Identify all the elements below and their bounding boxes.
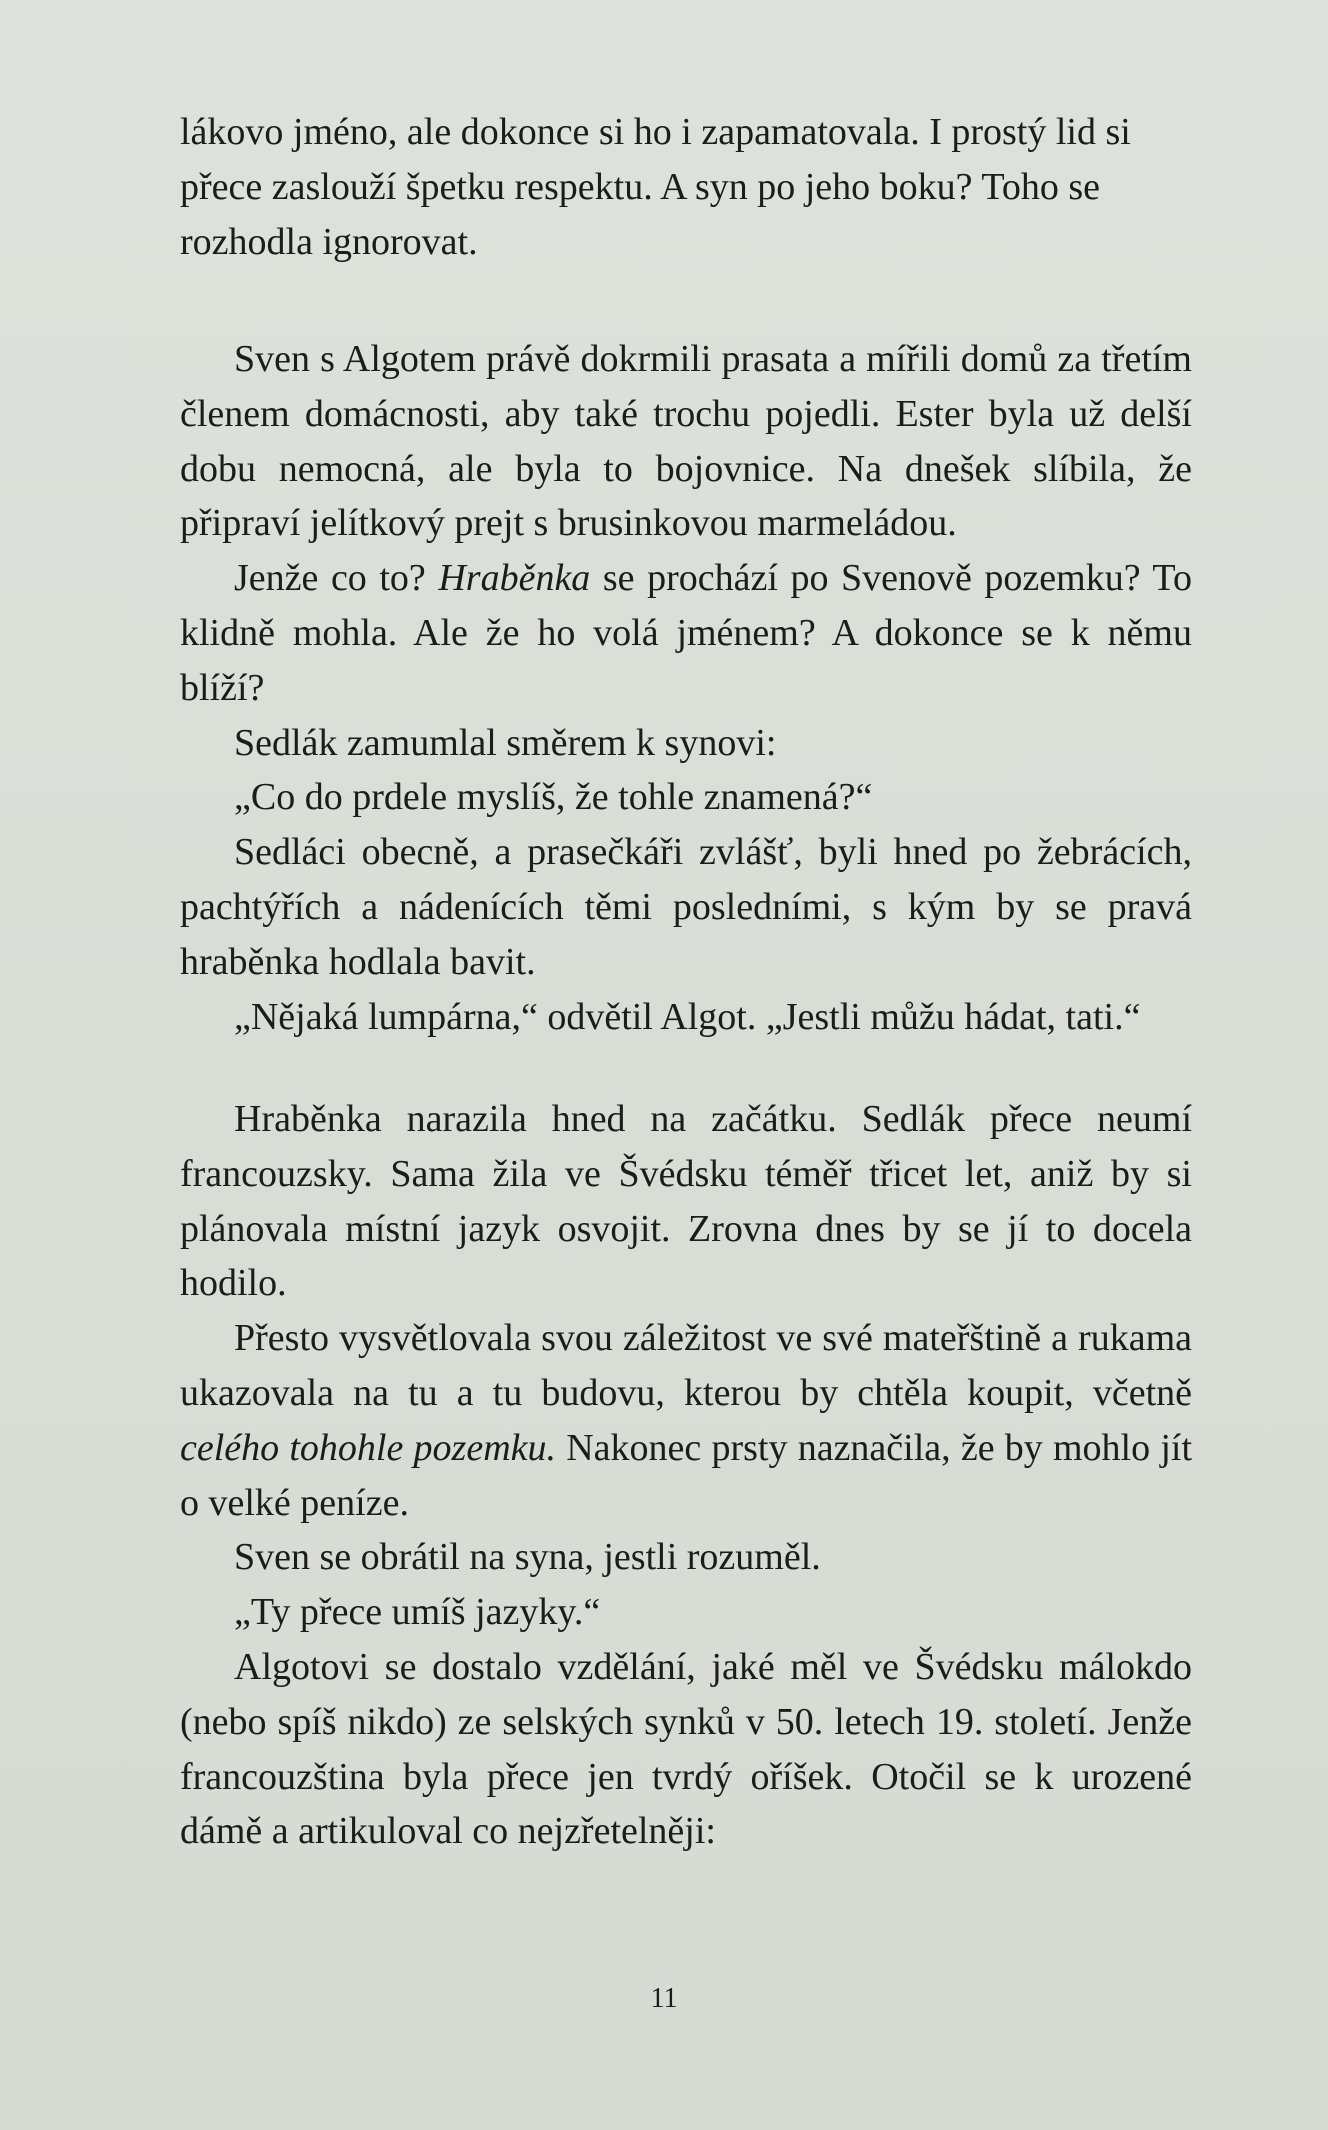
paragraph [180, 1640, 1192, 1859]
page-number: 11 [650, 1983, 678, 2014]
paragraph-text: se prochází po Svenově pozemku? To klidně mohla. Ale že ho volá jménem? A dokonce se k němu blíží? [180, 557, 1192, 709]
italic-text: celého tohohle pozemku. [180, 1426, 557, 1469]
paragraph [180, 1585, 1192, 1640]
paragraph-text: „Co do prdele myslíš, že tohle znamená?“ [234, 776, 873, 819]
paragraph-text: Sedláci obecně, a prasečkáři zvlášť, byli hned po žebrácích, pachtýřích a nádenících těmi posledními, s kým by se pravá hraběnka hodlala bavit. [180, 831, 1192, 983]
paragraph-text: Sven s Algotem právě dokrmili prasata a mířili domů za třetím členem domácnosti, aby také trochu pojedli. Ester byla už delší dobu nemocná, ale byla to bojovnice. Na dnešek slíbila, že připraví jelítkový prejt s brusinkovou marmeládou. [180, 338, 1192, 545]
paragraph-text: Přesto vysvětlovala svou záležitost ve své mateřštině a rukama ukazovala na tu a tu budovu, kterou by chtěla koupit, včetně [180, 1317, 1192, 1414]
paragraph-text: Nakonec prsty naznačila, že by mohlo jít o velké peníze. [180, 1426, 1192, 1524]
paragraph [180, 825, 1192, 989]
paragraph-text: Hraběnka narazila hned na začátku. Sedlák přece neumí francouzsky. Sama žila ve Švédsku téměř třicet let, aniž by si plánovala místní jazyk osvojit. Zrovna dnes by se jí to docela hodilo. [180, 1098, 1192, 1305]
paragraph [180, 990, 1192, 1045]
paragraph [180, 1311, 1192, 1530]
paragraph-text: Jenže co to? [234, 557, 439, 600]
paragraph-text: Sven se obrátil na syna, jestli rozuměl. [234, 1536, 821, 1579]
paragraph-text: Algotovi se dostalo vzdělání, jaké měl ve Švédsku málokdo (nebo spíš nikdo) ze selských synků v 50. letech 19. století. Jenže francouzština byla přece jen tvrdý oříšek. Otočil se k urozené dámě a artikuloval co nejzřetelněji: [180, 1645, 1192, 1853]
paragraph [180, 1092, 1192, 1311]
paragraph [180, 770, 1192, 825]
paragraph-text: „Nějaká lumpárna,“ odvětil Algot. „Jestli můžu hádat, tati.“ [234, 995, 1141, 1038]
paragraph [180, 551, 1192, 715]
paragraph-text: lákovo jméno, ale dokonce si ho i zapamatovala. I prostý lid si přece zaslouží špetku respektu. A syn po jeho boku? Toho se rozhodla ignorovat. [180, 111, 1131, 263]
italic-text: Hraběnka [438, 557, 591, 600]
paragraph [180, 105, 1192, 269]
paragraph-text: „Ty přece umíš jazyky.“ [234, 1591, 601, 1634]
paragraph [180, 1530, 1192, 1585]
paragraph-text: Sedlák zamumlal směrem k synovi: [234, 721, 777, 764]
text-block-bottom [180, 1092, 1192, 1859]
text-block-top [180, 105, 1192, 269]
text-block-middle [180, 332, 1192, 1044]
paragraph [180, 332, 1192, 551]
paragraph [180, 716, 1192, 771]
